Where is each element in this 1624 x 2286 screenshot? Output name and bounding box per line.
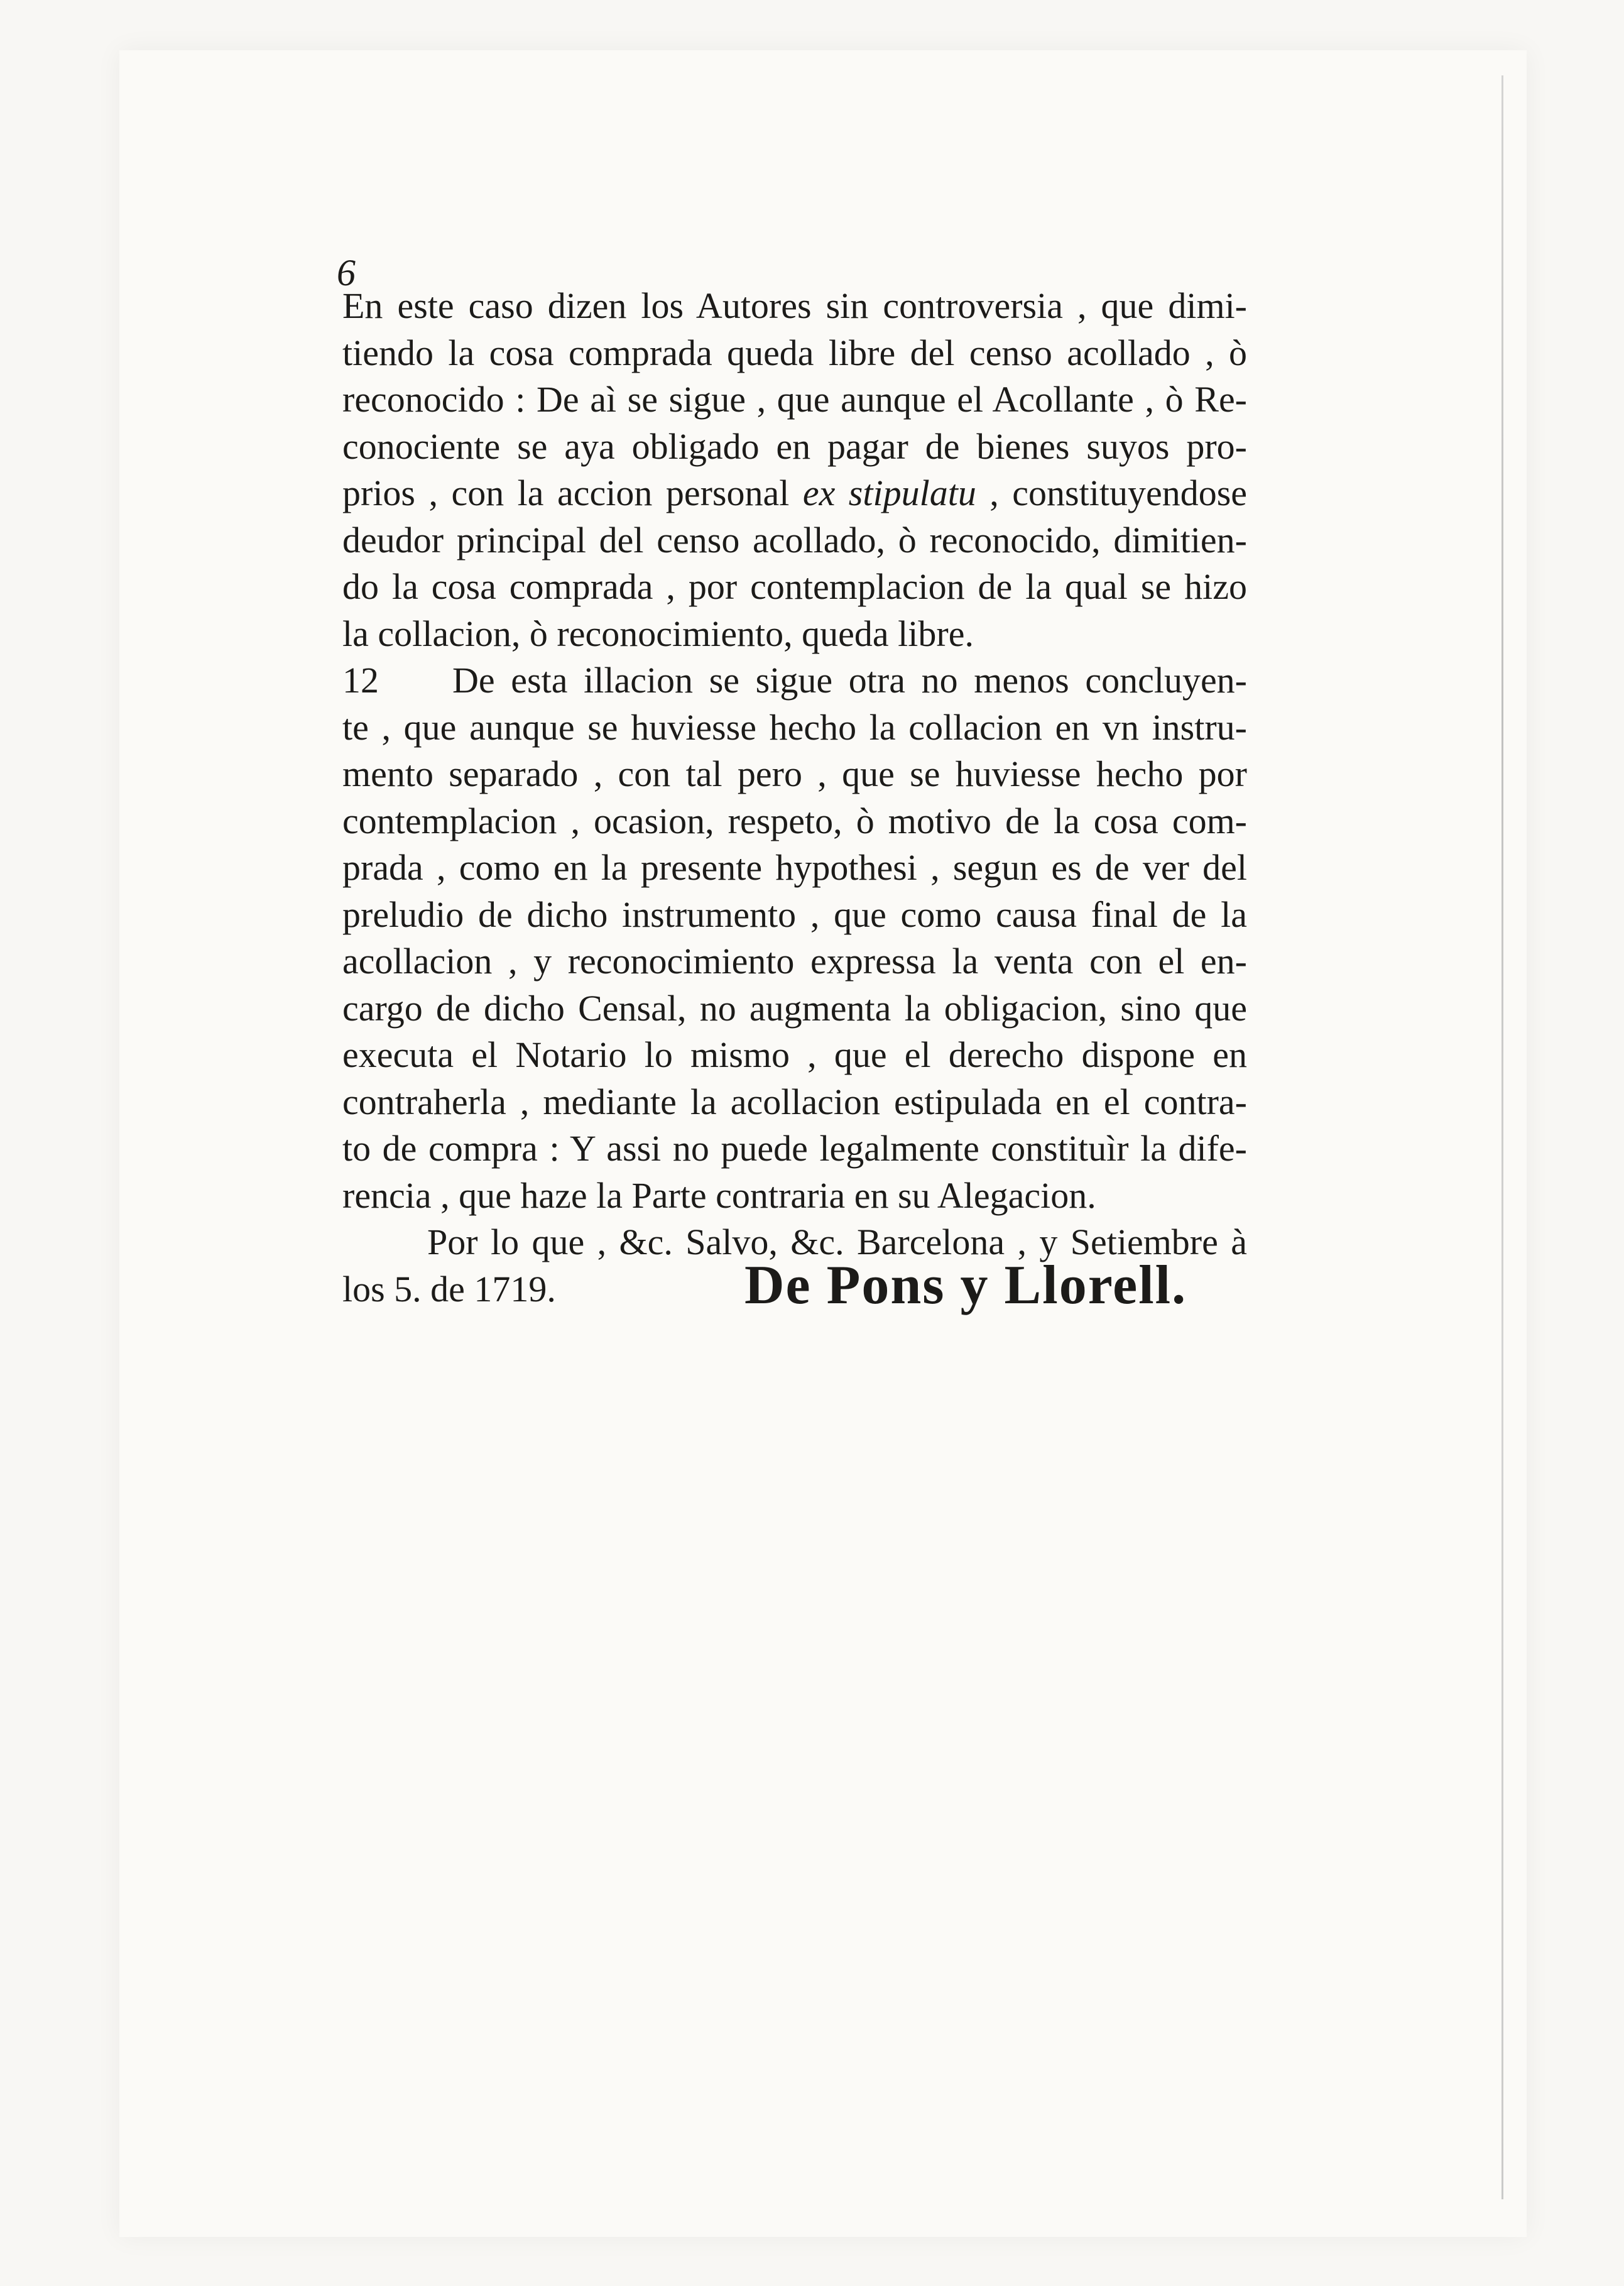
- paragraph-number: 12: [342, 660, 379, 701]
- text-line: prios , con la accion personal ex stipulatu , constituyendose: [342, 473, 1248, 513]
- text-line: reconocido : De aì se sigue , que aunque el Acollante , ò Re-: [342, 379, 1247, 420]
- latin-phrase: ex stipulatu: [802, 473, 976, 513]
- text-line: De esta illacion se sigue otra no menos concluyen-: [452, 660, 1247, 701]
- date-line: los 5. de 1719.: [342, 1268, 556, 1310]
- signature: De Pons y Llorell.: [744, 1255, 1187, 1316]
- text-line: En este caso dizen los Autores sin controversia , que dimi-: [342, 285, 1247, 326]
- text-line: rencia , que haze la Parte contraria en su Alegacion.: [342, 1174, 1096, 1216]
- text-line: deudor principal del censo acollado, ò reconocido, dimitien-: [342, 519, 1247, 561]
- text-line: Por lo que , &c. Salvo, &c. Barcelona , y Setiembre à: [427, 1222, 1247, 1262]
- text-line: contemplacion , ocasion, respeto, ò motivo de la cosa com-: [342, 800, 1247, 841]
- page-edge: [1501, 75, 1503, 2199]
- page-number: 6: [337, 252, 356, 293]
- text-line: to de compra : Y assi no puede legalmente constituìr la dife-: [342, 1128, 1247, 1169]
- body-text: [342, 283, 1247, 1313]
- text-line: prada , como en la presente hypothesi , segun es de ver del: [342, 847, 1247, 888]
- text-line: preludio de dicho instrumento , que como causa final de la: [342, 894, 1247, 935]
- text-line: la collacion, ò reconocimiento, queda libre.: [342, 613, 974, 654]
- text-line: contraherla , mediante la acollacion estipulada en el contra-: [342, 1081, 1247, 1122]
- text-line: cargo de dicho Censal, no augmenta la obligacion, sino que: [342, 987, 1247, 1029]
- text-line: tiendo la cosa comprada queda libre del censo acollado , ò: [342, 332, 1247, 373]
- text-line: conociente se aya obligado en pagar de bienes suyos pro-: [342, 425, 1247, 467]
- text-line: do la cosa comprada , por contemplacion de la qual se hizo: [342, 566, 1247, 607]
- text-line: te , que aunque se huviesse hecho la collacion en vn instru-: [342, 706, 1247, 748]
- text-line: executa el Notario lo mismo , que el derecho dispone en: [342, 1034, 1247, 1075]
- text-line: mento separado , con tal pero , que se huviesse hecho por: [342, 753, 1247, 794]
- paragraph-12-first-line: [342, 657, 1247, 704]
- text-line: acollacion , y reconocimiento expressa la venta con el en-: [342, 941, 1247, 982]
